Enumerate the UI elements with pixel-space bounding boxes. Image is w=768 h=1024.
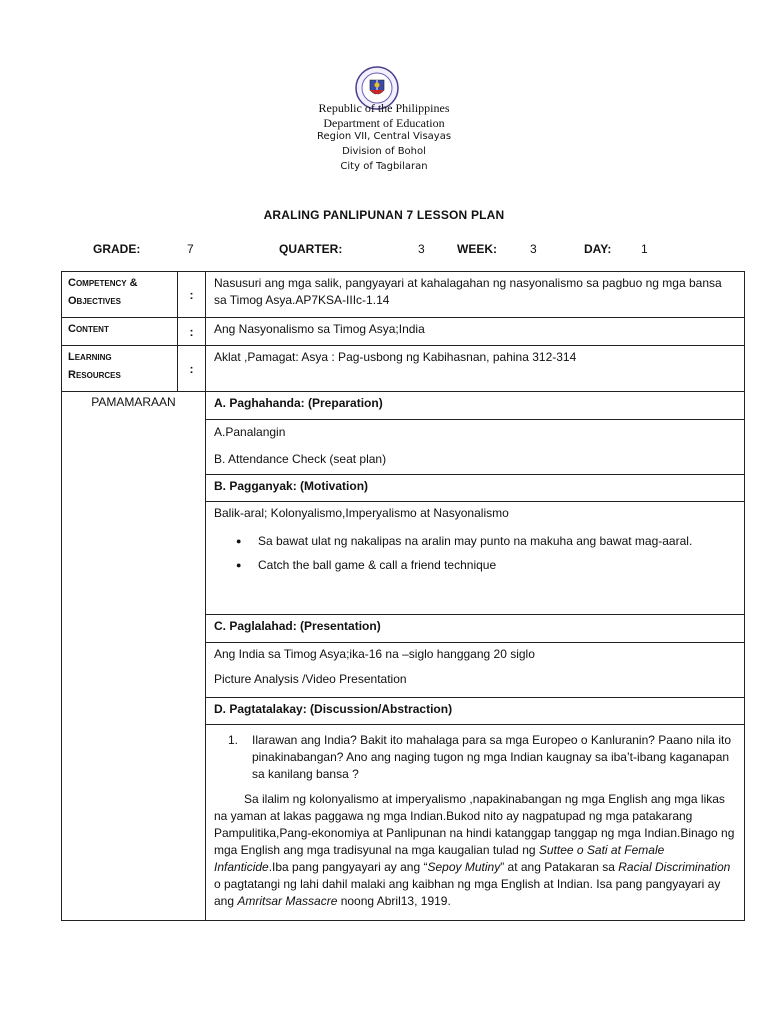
grade-value: 7 bbox=[187, 242, 194, 256]
resources-text: Aklat ,Pamagat: Asya : Pag-usbong ng Kabihasnan, pahina 312-314 bbox=[206, 346, 745, 392]
discussion-paragraph: Sa ilalim ng kolonyalismo at imperyalismo ,napakinabangan ng mga English ang mga likas na yaman at lakas paggawa ng mga Indian.Bukod nito ay nagpatupad ng mga patakarang Pampulitika,Pang-ekonomiya at Panlipunan na hindi katanggap tanggap ng mga Indian.Binago ng mga English ang mga tradisyunal na mga kaugalian tulad ng Suttee o Sati at Female Infanticide.Iba pang pangyayari ay ang “Sepoy Mutiny” at ang Patakaran sa Racial Discrimination o pagtatangi ng lahi dahil malaki ang kaibhan ng mga English at Indian. Isa pang pangyayari ay ang Amritsar Massacre noong Abril13, 1919. bbox=[214, 792, 735, 908]
prayer-item: A.Panalangin bbox=[214, 425, 286, 439]
lesson-plan-table bbox=[61, 271, 745, 921]
grade-label: GRADE: bbox=[93, 242, 141, 256]
motivation-bullet: ● Sa bawat ulat ng nakalipas na aralin may punto na makuha ang bawat mag-aaral. bbox=[258, 530, 736, 552]
header-city: City of Tagbilaran bbox=[340, 161, 428, 172]
week-value: 3 bbox=[530, 242, 537, 256]
header-republic: Republic of the Philippines bbox=[318, 101, 450, 115]
question-text: Ilarawan ang India? Bakit ito mahalaga para sa mga Europeo o Kanluranin? Paano nila ito pinakinabangan? Ano ang naging tugon ng mga Indian kaugnay sa iba’t-ibang kaganapan sa kanilang bansa ? bbox=[252, 733, 731, 781]
competency-colon: : bbox=[178, 272, 206, 318]
presentation-content bbox=[206, 643, 745, 698]
attendance-item: B. Attendance Check (seat plan) bbox=[214, 452, 387, 466]
procedure-a-heading-row bbox=[62, 392, 745, 420]
motivation-content bbox=[206, 502, 745, 615]
resources-row bbox=[62, 346, 745, 392]
presentation-line: Ang India sa Timog Asya;ika-16 na –siglo hanggang 20 siglo bbox=[214, 647, 535, 661]
day-label: DAY: bbox=[584, 242, 612, 256]
header-division: Division of Bohol bbox=[342, 146, 426, 157]
page-title: ARALING PANLIPUNAN 7 LESSON PLAN bbox=[263, 208, 505, 222]
motivation-heading: B. Pagganyak: (Motivation) bbox=[206, 475, 745, 502]
preparation-heading: A. Paghahanda: (Preparation) bbox=[206, 392, 745, 420]
question-number: 1. bbox=[228, 733, 239, 747]
discussion-heading: D. Pagtatalakay: (Discussion/Abstraction) bbox=[206, 698, 745, 725]
motivation-bullet: ● Catch the ball game & call a friend technique bbox=[258, 554, 736, 576]
competency-label: Competency & Objectives bbox=[62, 272, 178, 318]
discussion-question bbox=[228, 732, 736, 783]
content-colon: : bbox=[178, 318, 206, 346]
content-row bbox=[62, 318, 745, 346]
quarter-value: 3 bbox=[418, 242, 425, 256]
quarter-label: QUARTER: bbox=[279, 242, 343, 256]
competency-text: Nasusuri ang mga salik, pangyayari at kahalagahan ng nasyonalismo sa pagbuo ng mga bansa sa Timog Asya.AP7KSA-IIIc-1.14 bbox=[206, 272, 745, 318]
content-text: Ang Nasyonalismo sa Timog Asya;India bbox=[206, 318, 745, 346]
content-label: Content bbox=[62, 318, 178, 346]
header-region: Region VII, Central Visayas bbox=[316, 131, 452, 142]
resources-colon: : bbox=[178, 346, 206, 392]
competency-row bbox=[62, 272, 745, 318]
week-label: WEEK: bbox=[457, 242, 497, 256]
presentation-line: Picture Analysis /Video Presentation bbox=[214, 672, 407, 686]
procedure-label: PAMAMARAAN bbox=[62, 392, 206, 921]
presentation-heading: C. Paglalahad: (Presentation) bbox=[206, 615, 745, 643]
discussion-content bbox=[206, 725, 745, 921]
preparation-content bbox=[206, 420, 745, 475]
day-value: 1 bbox=[641, 242, 648, 256]
resources-label: Learning Resources bbox=[62, 346, 178, 392]
header-department: Department of Education bbox=[323, 116, 445, 130]
motivation-list bbox=[214, 530, 736, 576]
review-intro: Balik-aral; Kolonyalismo,Imperyalismo at Nasyonalismo bbox=[214, 506, 509, 520]
discussion-questions bbox=[214, 732, 736, 783]
